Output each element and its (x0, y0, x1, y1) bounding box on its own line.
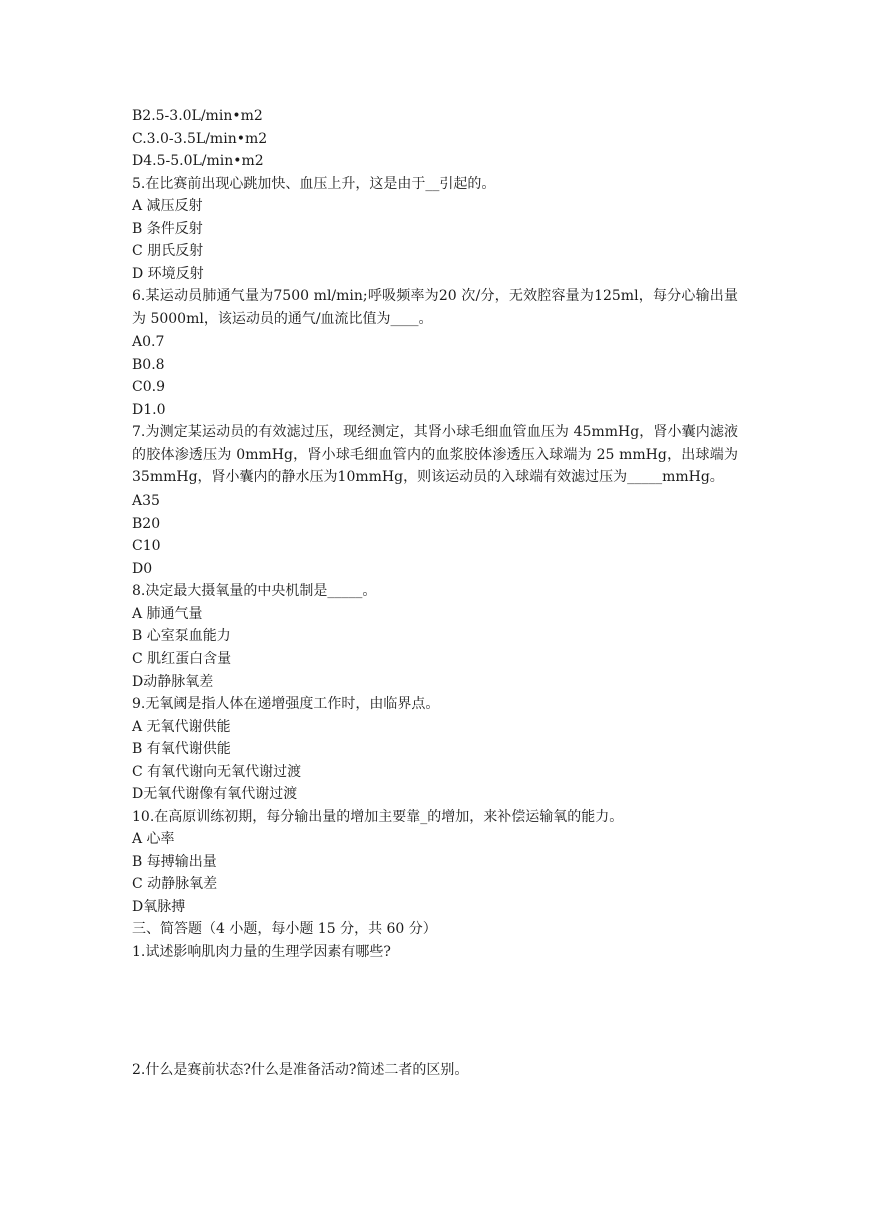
option-c-q10: C 动静脉氧差 (132, 876, 218, 892)
option-c-q6: C0.9 (132, 379, 165, 395)
option-a-q10: A 心率 (132, 831, 175, 847)
option-a-q9: A 无氧代谢供能 (132, 719, 231, 735)
option-c-q5: C 朋氏反射 (132, 243, 204, 259)
option-a-q6: A0.7 (132, 334, 165, 350)
option-b-q10: B 每搏输出量 (132, 854, 217, 870)
option-d-q4: D4.5-5.0L/min•m2 (132, 153, 264, 169)
option-d-q5: D 环境反射 (132, 266, 204, 282)
option-c-q8: C 肌红蛋白含量 (132, 651, 232, 667)
section-heading: 三、简答题（4 小题，每小题 15 分，共 60 分） (132, 921, 437, 937)
question-8: 8.决定最大摄氧量的中央机制是_____。 (132, 583, 377, 599)
option-d-q9: D无氧代谢像有氧代谢过渡 (132, 786, 298, 802)
option-b-q5: B 条件反射 (132, 221, 203, 237)
question-10: 10.在高原训练初期，每分输出量的增加主要靠_的增加，来补偿运输氧的能力。 (132, 809, 624, 825)
option-a-q8: A 肺通气量 (132, 606, 203, 622)
option-c-q9: C 有氧代谢向无氧代谢过渡 (132, 764, 302, 780)
option-b-q6: B0.8 (132, 357, 165, 373)
question-9: 9.无氧阈是指人体在递增强度工作时，由临界点。 (132, 696, 440, 712)
option-a-q7: A35 (132, 493, 160, 509)
short-answer-2: 2.什么是赛前状态?什么是准备活动?简述二者的区别。 (132, 1062, 469, 1078)
question-7: 7.为测定某运动员的有效滤过压，现经测定，其肾小球毛细血管血压为 45mmHg，肾小囊内滤液的胶体渗透压为 0mmHg，肾小球毛细血管内的血浆胶体渗透压入球端为 25 mmHg，出球端为 35mmHg，肾小囊内的静水压为10mmHg，则该运动员的入球端有效滤过压为_____mmHg。 (132, 424, 738, 485)
option-a-q5: A 减压反射 (132, 198, 203, 214)
option-d-q10: D氧脉搏 (132, 899, 186, 915)
option-c-q4: C.3.0-3.5L/min•m2 (132, 131, 268, 147)
option-b-q7: B20 (132, 516, 161, 532)
option-d-q6: D1.0 (132, 402, 166, 418)
question-6: 6.某运动员肺通气量为7500 ml/min;呼吸频率为20 次/分，无效腔容量为125ml，每分心输出量为 5000ml，该运动员的通气/血流比值为____。 (132, 288, 738, 327)
option-b-q9: B 有氧代谢供能 (132, 741, 231, 757)
question-5: 5.在比赛前出现心跳加快、血压上升，这是由于__引起的。 (132, 176, 496, 192)
option-d-q7: D0 (132, 561, 153, 577)
option-b-q8: B 心室泵血能力 (132, 628, 231, 644)
short-answer-1: 1.试述影响肌肉力量的生理学因素有哪些? (132, 944, 391, 960)
option-b-q4: B2.5-3.0L/min•m2 (132, 108, 263, 124)
option-c-q7: C10 (132, 538, 161, 554)
option-d-q8: D动静脉氧差 (132, 674, 214, 690)
